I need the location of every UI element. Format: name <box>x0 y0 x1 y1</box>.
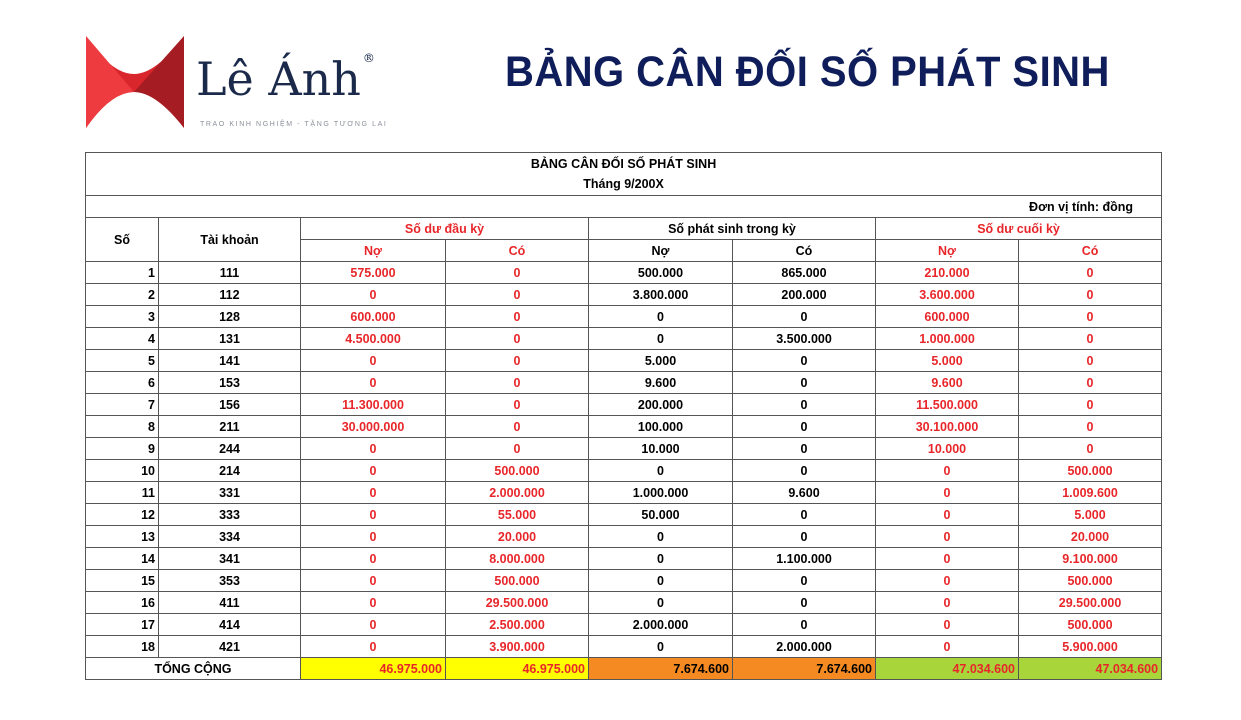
opening-credit: 0 <box>446 306 589 328</box>
account-code: 414 <box>159 614 301 636</box>
row-number: 9 <box>86 438 159 460</box>
opening-debit: 0 <box>301 372 446 394</box>
movement-debit: 0 <box>589 460 733 482</box>
closing-credit: 500.000 <box>1019 570 1162 592</box>
trial-balance-table <box>85 152 1162 680</box>
unit-label: Đơn vị tính: đồng <box>86 196 1162 218</box>
row-number: 4 <box>86 328 159 350</box>
account-code: 156 <box>159 394 301 416</box>
movement-debit: 0 <box>589 570 733 592</box>
opening-debit: 0 <box>301 284 446 306</box>
movement-credit: 0 <box>733 416 876 438</box>
row-number: 8 <box>86 416 159 438</box>
table-row <box>86 416 1162 438</box>
row-number: 13 <box>86 526 159 548</box>
opening-credit: 0 <box>446 350 589 372</box>
movement-credit: 0 <box>733 438 876 460</box>
row-number: 14 <box>86 548 159 570</box>
movement-credit: 200.000 <box>733 284 876 306</box>
logo-tagline: TRAO KINH NGHIỆM - TẶNG TƯƠNG LAI <box>200 121 388 128</box>
total-movement-debit: 7.674.600 <box>589 658 733 680</box>
movement-credit: 2.000.000 <box>733 636 876 658</box>
opening-debit: 0 <box>301 570 446 592</box>
header-opening-debit: Nợ <box>301 240 446 262</box>
opening-debit: 0 <box>301 526 446 548</box>
opening-debit: 11.300.000 <box>301 394 446 416</box>
closing-credit: 5.000 <box>1019 504 1162 526</box>
closing-debit: 0 <box>876 548 1019 570</box>
header-movement-credit: Có <box>733 240 876 262</box>
table-row <box>86 394 1162 416</box>
account-code: 141 <box>159 350 301 372</box>
movement-credit: 0 <box>733 372 876 394</box>
movement-credit: 3.500.000 <box>733 328 876 350</box>
account-code: 112 <box>159 284 301 306</box>
row-number: 16 <box>86 592 159 614</box>
closing-credit: 0 <box>1019 262 1162 284</box>
closing-debit: 11.500.000 <box>876 394 1019 416</box>
opening-debit: 0 <box>301 614 446 636</box>
account-code: 411 <box>159 592 301 614</box>
logo-mark-icon <box>86 34 186 130</box>
movement-credit: 0 <box>733 306 876 328</box>
opening-credit: 500.000 <box>446 570 589 592</box>
movement-credit: 0 <box>733 394 876 416</box>
table-row <box>86 592 1162 614</box>
movement-debit: 5.000 <box>589 350 733 372</box>
opening-credit: 500.000 <box>446 460 589 482</box>
row-number: 3 <box>86 306 159 328</box>
total-opening-debit: 46.975.000 <box>301 658 446 680</box>
header-closing: Số dư cuối kỳ <box>876 218 1162 240</box>
movement-credit: 0 <box>733 570 876 592</box>
movement-debit: 0 <box>589 306 733 328</box>
total-opening-credit: 46.975.000 <box>446 658 589 680</box>
movement-debit: 0 <box>589 548 733 570</box>
closing-debit: 10.000 <box>876 438 1019 460</box>
movement-debit: 500.000 <box>589 262 733 284</box>
closing-credit: 9.100.000 <box>1019 548 1162 570</box>
opening-debit: 0 <box>301 592 446 614</box>
opening-debit: 0 <box>301 460 446 482</box>
table-row <box>86 614 1162 636</box>
opening-credit: 2.000.000 <box>446 482 589 504</box>
movement-debit: 0 <box>589 636 733 658</box>
account-code: 331 <box>159 482 301 504</box>
closing-debit: 0 <box>876 460 1019 482</box>
opening-debit: 0 <box>301 504 446 526</box>
closing-debit: 0 <box>876 570 1019 592</box>
header-opening: Số dư đầu kỳ <box>301 218 589 240</box>
row-number: 6 <box>86 372 159 394</box>
header-opening-credit: Có <box>446 240 589 262</box>
opening-debit: 575.000 <box>301 262 446 284</box>
opening-debit: 600.000 <box>301 306 446 328</box>
row-number: 15 <box>86 570 159 592</box>
opening-credit: 55.000 <box>446 504 589 526</box>
closing-debit: 600.000 <box>876 306 1019 328</box>
closing-credit: 500.000 <box>1019 614 1162 636</box>
account-code: 111 <box>159 262 301 284</box>
movement-debit: 3.800.000 <box>589 284 733 306</box>
opening-credit: 0 <box>446 438 589 460</box>
header-closing-credit: Có <box>1019 240 1162 262</box>
movement-debit: 2.000.000 <box>589 614 733 636</box>
movement-debit: 1.000.000 <box>589 482 733 504</box>
movement-credit: 0 <box>733 460 876 482</box>
opening-debit: 30.000.000 <box>301 416 446 438</box>
row-number: 10 <box>86 460 159 482</box>
row-number: 5 <box>86 350 159 372</box>
opening-debit: 0 <box>301 482 446 504</box>
table-title <box>86 153 1162 196</box>
account-code: 211 <box>159 416 301 438</box>
total-label: TỔNG CỘNG <box>86 658 301 680</box>
closing-debit: 0 <box>876 592 1019 614</box>
account-code: 214 <box>159 460 301 482</box>
opening-credit: 0 <box>446 262 589 284</box>
row-number: 2 <box>86 284 159 306</box>
header-so: Số <box>86 218 159 262</box>
movement-credit: 0 <box>733 614 876 636</box>
opening-debit: 0 <box>301 438 446 460</box>
movement-debit: 0 <box>589 328 733 350</box>
opening-credit: 8.000.000 <box>446 548 589 570</box>
opening-credit: 3.900.000 <box>446 636 589 658</box>
movement-credit: 0 <box>733 350 876 372</box>
movement-credit: 9.600 <box>733 482 876 504</box>
closing-debit: 210.000 <box>876 262 1019 284</box>
closing-credit: 500.000 <box>1019 460 1162 482</box>
opening-debit: 4.500.000 <box>301 328 446 350</box>
total-closing-debit: 47.034.600 <box>876 658 1019 680</box>
table-row <box>86 460 1162 482</box>
table-row <box>86 526 1162 548</box>
opening-credit: 0 <box>446 372 589 394</box>
le-anh-logo <box>86 34 416 134</box>
opening-credit: 0 <box>446 416 589 438</box>
registered-mark: ® <box>362 51 375 65</box>
table-subtitle: Tháng 9/200X <box>583 177 664 191</box>
closing-credit: 0 <box>1019 394 1162 416</box>
table-row <box>86 306 1162 328</box>
closing-debit: 9.600 <box>876 372 1019 394</box>
closing-debit: 30.100.000 <box>876 416 1019 438</box>
movement-debit: 0 <box>589 526 733 548</box>
closing-credit: 5.900.000 <box>1019 636 1162 658</box>
page-title: BẢNG CÂN ĐỐI SỐ PHÁT SINH <box>505 48 1110 96</box>
table-row <box>86 328 1162 350</box>
account-code: 353 <box>159 570 301 592</box>
table-row <box>86 504 1162 526</box>
closing-credit: 0 <box>1019 438 1162 460</box>
header-account: Tài khoản <box>159 218 301 262</box>
table-row <box>86 284 1162 306</box>
opening-debit: 0 <box>301 636 446 658</box>
opening-debit: 0 <box>301 350 446 372</box>
closing-debit: 0 <box>876 504 1019 526</box>
closing-credit: 0 <box>1019 306 1162 328</box>
account-code: 421 <box>159 636 301 658</box>
closing-credit: 0 <box>1019 350 1162 372</box>
row-number: 18 <box>86 636 159 658</box>
movement-debit: 0 <box>589 592 733 614</box>
movement-credit: 0 <box>733 526 876 548</box>
logo-wordmark <box>196 52 375 106</box>
movement-credit: 0 <box>733 592 876 614</box>
table-row <box>86 372 1162 394</box>
opening-credit: 0 <box>446 394 589 416</box>
closing-credit: 0 <box>1019 372 1162 394</box>
account-code: 153 <box>159 372 301 394</box>
total-row <box>86 658 1162 680</box>
movement-debit: 100.000 <box>589 416 733 438</box>
table-row <box>86 262 1162 284</box>
opening-debit: 0 <box>301 548 446 570</box>
closing-credit: 1.009.600 <box>1019 482 1162 504</box>
closing-debit: 0 <box>876 482 1019 504</box>
closing-debit: 3.600.000 <box>876 284 1019 306</box>
header-movement: Số phát sinh trong kỳ <box>589 218 876 240</box>
header-movement-debit: Nợ <box>589 240 733 262</box>
closing-credit: 29.500.000 <box>1019 592 1162 614</box>
closing-credit: 0 <box>1019 328 1162 350</box>
movement-debit: 50.000 <box>589 504 733 526</box>
table-row <box>86 570 1162 592</box>
row-number: 1 <box>86 262 159 284</box>
closing-debit: 0 <box>876 614 1019 636</box>
row-number: 7 <box>86 394 159 416</box>
closing-debit: 0 <box>876 636 1019 658</box>
row-number: 11 <box>86 482 159 504</box>
account-code: 333 <box>159 504 301 526</box>
movement-credit: 0 <box>733 504 876 526</box>
account-code: 341 <box>159 548 301 570</box>
table-row <box>86 350 1162 372</box>
closing-credit: 0 <box>1019 416 1162 438</box>
opening-credit: 0 <box>446 284 589 306</box>
opening-credit: 29.500.000 <box>446 592 589 614</box>
header-closing-debit: Nợ <box>876 240 1019 262</box>
closing-credit: 0 <box>1019 284 1162 306</box>
account-code: 244 <box>159 438 301 460</box>
opening-credit: 2.500.000 <box>446 614 589 636</box>
account-code: 131 <box>159 328 301 350</box>
movement-debit: 10.000 <box>589 438 733 460</box>
table-row <box>86 438 1162 460</box>
movement-debit: 200.000 <box>589 394 733 416</box>
total-movement-credit: 7.674.600 <box>733 658 876 680</box>
account-code: 128 <box>159 306 301 328</box>
movement-credit: 1.100.000 <box>733 548 876 570</box>
total-closing-credit: 47.034.600 <box>1019 658 1162 680</box>
logo-name: Lê Ánh <box>196 52 361 106</box>
opening-credit: 20.000 <box>446 526 589 548</box>
account-code: 334 <box>159 526 301 548</box>
row-number: 12 <box>86 504 159 526</box>
closing-debit: 5.000 <box>876 350 1019 372</box>
closing-debit: 1.000.000 <box>876 328 1019 350</box>
table-title-text: BẢNG CÂN ĐỐI SỐ PHÁT SINH <box>530 157 717 171</box>
closing-debit: 0 <box>876 526 1019 548</box>
table-row <box>86 482 1162 504</box>
movement-debit: 9.600 <box>589 372 733 394</box>
closing-credit: 20.000 <box>1019 526 1162 548</box>
table-row <box>86 548 1162 570</box>
row-number: 17 <box>86 614 159 636</box>
movement-credit: 865.000 <box>733 262 876 284</box>
opening-credit: 0 <box>446 328 589 350</box>
table-row <box>86 636 1162 658</box>
